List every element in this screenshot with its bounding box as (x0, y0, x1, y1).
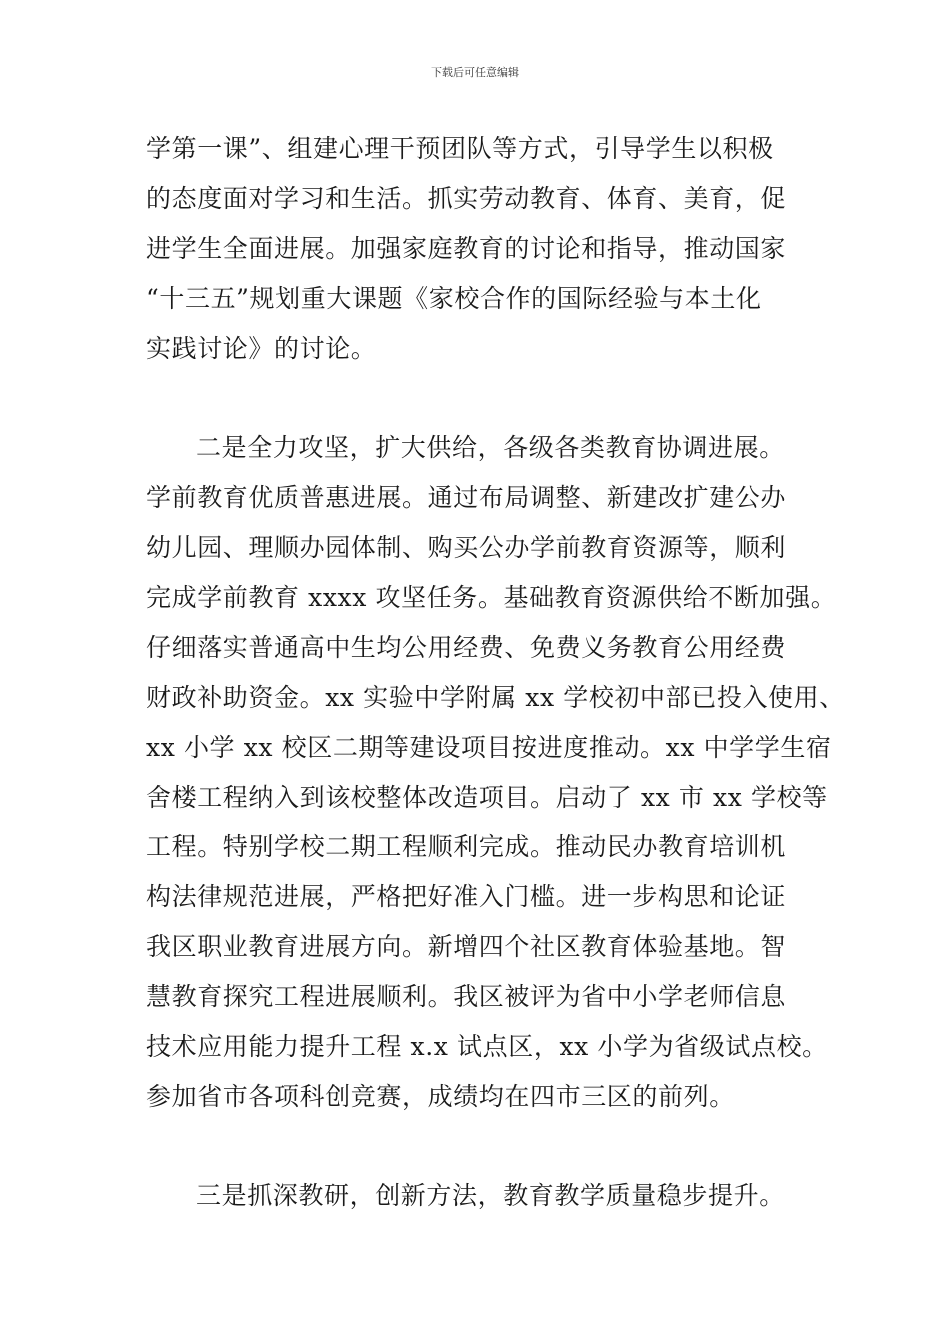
paragraph-2-line-10: 构法律规范进展，严格把好准入门槛。进一步构思和论证 (146, 882, 787, 911)
paragraph-2-line-14: 参加省市各项科创竞赛，成绩均在四市三区的前列。 (146, 1082, 735, 1111)
paragraph-2-line-12: 慧教育探究工程进展顺利。我区被评为省中小学老师信息 (146, 982, 787, 1011)
paragraph-2-line-2: 学前教育优质普惠进展。通过布局调整、新建改扩建公办 (146, 483, 787, 512)
paragraph-1-line-4: “十三五”规划重大课题《家校合作的国际经验与本土化 (146, 284, 762, 313)
paragraph-2-line-4: 完成学前教育 xxxx 攻坚任务。基础教育资源供给不断加强。 (146, 583, 837, 612)
paragraph-1-line-2: 的态度面对学习和生活。抓实劳动教育、体育、美育，促 (146, 184, 787, 213)
paragraph-1-line-5: 实践讨论》的讨论。 (146, 334, 377, 363)
paragraph-2-line-5: 仔细落实普通高中生均公用经费、免费义务教育公用经费 (146, 633, 787, 662)
paragraph-2-line-1: 二是全力攻坚，扩大供给，各级各类教育协调进展。 (196, 433, 785, 462)
paragraph-3-line-1: 三是抓深教研，创新方法，教育教学质量稳步提升。 (196, 1181, 785, 1210)
paragraph-2-line-9: 工程。特别学校二期工程顺利完成。推动民办教育培训机 (146, 832, 787, 861)
paragraph-2-line-6: 财政补助资金。xx 实验中学附属 xx 学校初中部已投入使用、 (146, 683, 845, 712)
paragraph-1-line-1: 学第一课”、组建心理干预团队等方式，引导学生以积极 (146, 134, 774, 163)
page-header: 下载后可任意编辑 (431, 66, 519, 79)
paragraph-2-line-7: xx 小学 xx 校区二期等建设项目按进度推动。xx 中学学生宿 (146, 733, 832, 762)
paragraph-2-line-13: 技术应用能力提升工程 x.x 试点区，xx 小学为省级试点校。 (146, 1032, 828, 1061)
paragraph-1-line-3: 进学生全面进展。加强家庭教育的讨论和指导，推动国家 (146, 234, 787, 263)
paragraph-2-line-3: 幼儿园、理顺办园体制、购买公办学前教育资源等，顺利 (146, 533, 787, 562)
paragraph-2-line-11: 我区职业教育进展方向。新增四个社区教育体验基地。智 (146, 932, 787, 961)
paragraph-2-line-8: 舍楼工程纳入到该校整体改造项目。启动了 xx 市 xx 学校等 (146, 783, 828, 812)
